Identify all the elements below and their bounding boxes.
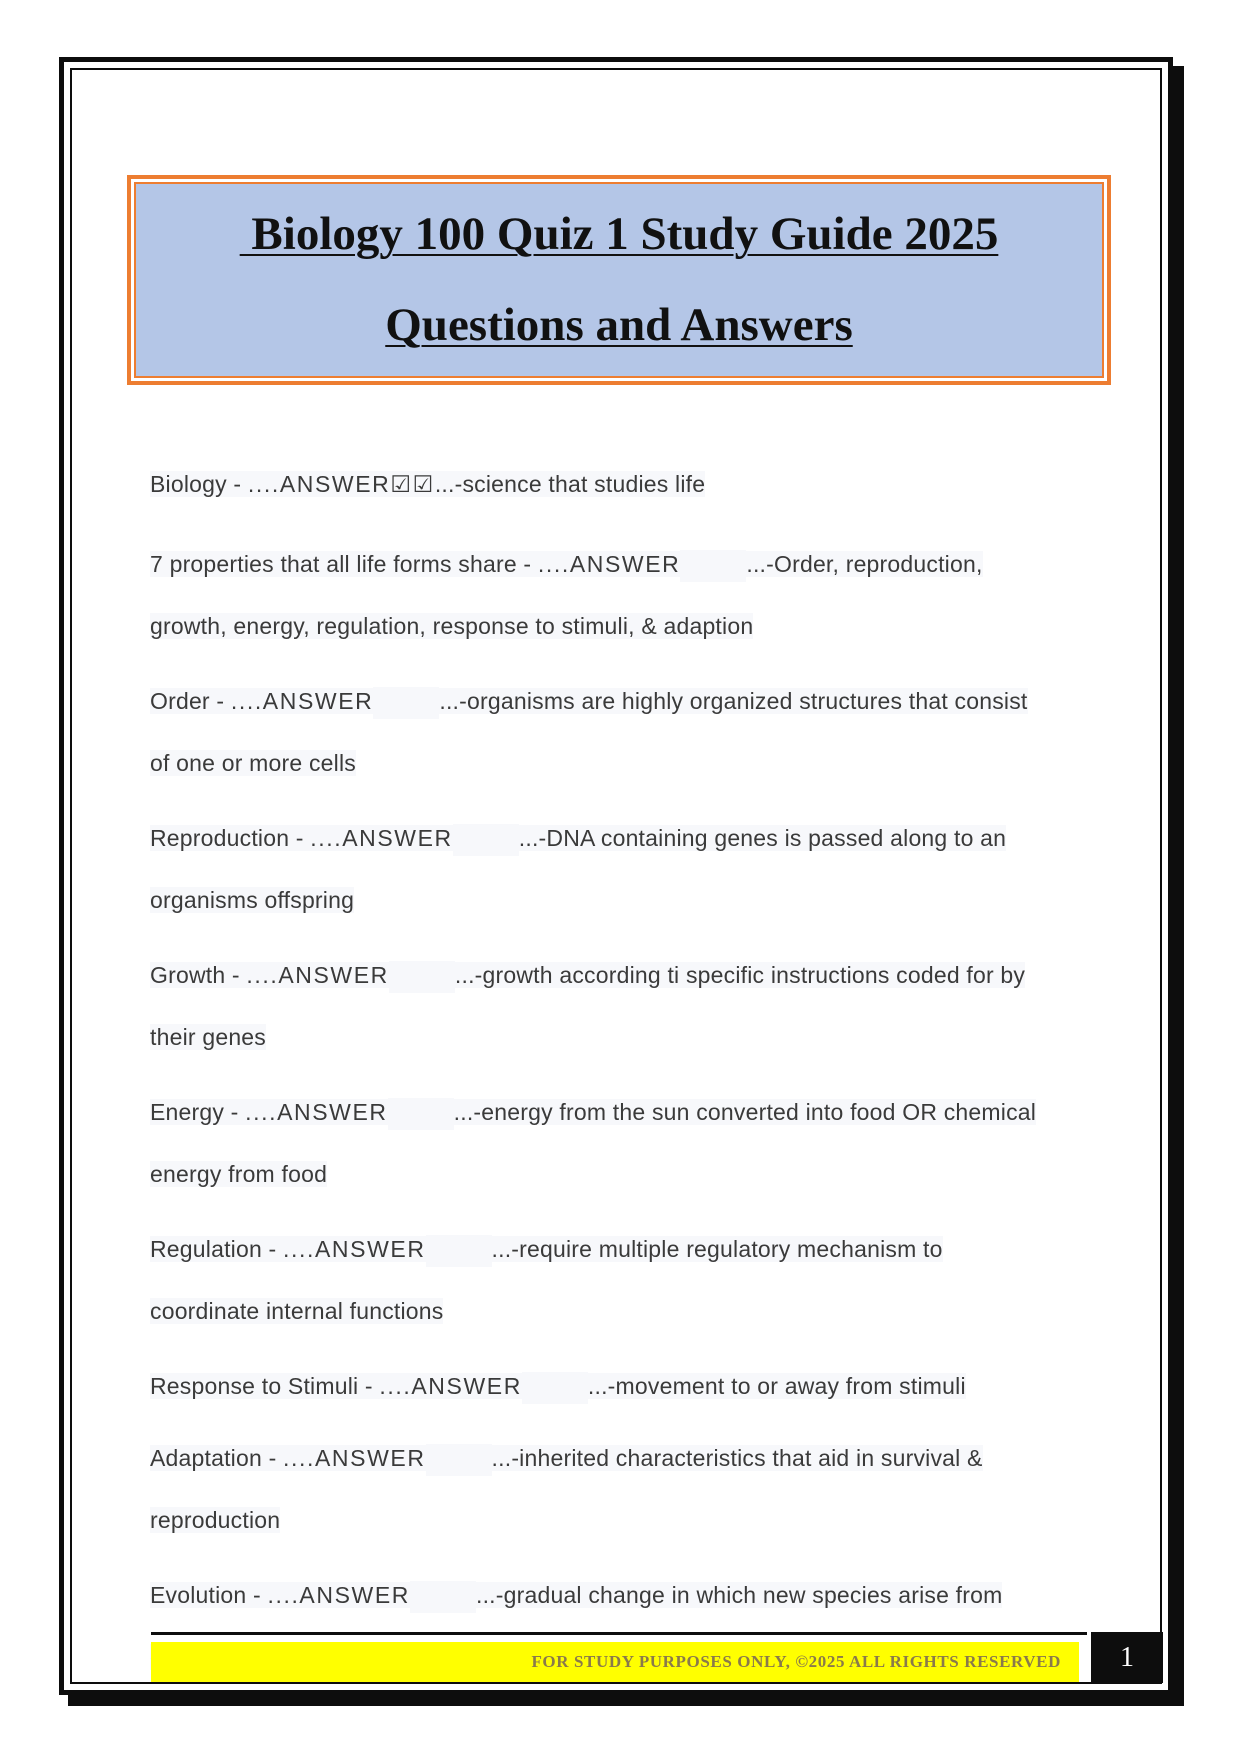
document-title-line-1: Biology 100 Quiz 1 Study Guide 2025 — [239, 208, 999, 260]
qa-line-highlight — [150, 688, 1028, 714]
qa-line-highlight — [150, 1099, 1036, 1125]
answer-marker: ....ANSWER — [537, 551, 681, 577]
qa-continuation: reproduction — [150, 1507, 281, 1533]
qa-line-highlight — [150, 471, 705, 497]
qa-entry-growth — [150, 944, 1080, 1068]
qa-list — [150, 464, 1080, 1701]
qa-continuation-line — [150, 1006, 1080, 1068]
qa-term: 7 properties that all life forms share - — [150, 551, 538, 577]
qa-continuation: coordinate internal functions — [150, 1298, 444, 1324]
qa-definition: ...-energy from the sun converted into food OR chemical — [453, 1099, 1037, 1125]
qa-term: Regulation - — [150, 1236, 284, 1262]
qa-continuation: their genes — [150, 1024, 266, 1050]
qa-question-line — [150, 1564, 1080, 1626]
qa-definition: ...-gradual change in which new species arise from — [475, 1582, 1003, 1608]
page-number: 1 — [1091, 1632, 1163, 1683]
qa-term: Response to Stimuli - — [150, 1373, 380, 1399]
answer-marker: ....ANSWER — [267, 1582, 410, 1608]
answer-marker: ....ANSWER — [310, 825, 453, 851]
qa-line-highlight — [150, 962, 1025, 988]
qa-question-line — [150, 1218, 1080, 1280]
qa-term: Order - — [150, 688, 231, 714]
answer-gap — [426, 1444, 492, 1476]
title-banner-gap — [131, 179, 1107, 381]
title-banner-fill — [134, 182, 1104, 378]
title-banner — [127, 175, 1111, 385]
answer-gap — [410, 1581, 476, 1613]
answer-gap — [680, 550, 746, 582]
qa-entry-properties — [150, 533, 1080, 657]
footer-rule — [151, 1632, 1087, 1635]
answer-gap — [522, 1372, 588, 1404]
qa-definition: ...-inherited characteristics that aid in survival & — [491, 1445, 983, 1471]
answer-marker: ....ANSWER — [283, 1445, 426, 1471]
answer-marker: ....ANSWER — [246, 962, 389, 988]
qa-question-line — [150, 1081, 1080, 1143]
qa-entry-biology — [150, 464, 1080, 504]
qa-entry-response-to-stimuli — [150, 1355, 1080, 1417]
qa-continuation-line — [150, 869, 1080, 931]
qa-term: Evolution - — [150, 1582, 268, 1608]
qa-continuation: organisms offspring — [150, 887, 355, 913]
qa-question-line — [150, 807, 1080, 869]
qa-term: Adaptation - — [150, 1445, 284, 1471]
qa-term: Energy - — [150, 1099, 246, 1125]
qa-question-line — [150, 1355, 1080, 1417]
qa-line-highlight — [150, 1582, 1002, 1608]
qa-continuation-line — [150, 1143, 1080, 1205]
qa-term: Biology - — [150, 471, 248, 497]
answer-marker: ....ANSWER — [283, 1236, 426, 1262]
answer-gap — [426, 1235, 492, 1267]
qa-entry-adaptation — [150, 1427, 1080, 1551]
qa-continuation-line — [150, 1280, 1080, 1342]
qa-entry-order — [150, 670, 1080, 794]
answer-gap — [389, 961, 455, 993]
qa-question-line — [150, 1427, 1080, 1489]
answer-marker: ....ANSWER — [379, 1373, 522, 1399]
qa-entry-regulation — [150, 1218, 1080, 1342]
qa-continuation: growth, energy, regulation, response to stimuli, & adaption — [150, 613, 754, 639]
qa-definition: ...-science that studies life — [434, 471, 706, 497]
qa-entry-energy — [150, 1081, 1080, 1205]
qa-entry-reproduction — [150, 807, 1080, 931]
answer-gap — [373, 687, 439, 719]
qa-definition: ...-movement to or away from stimuli — [587, 1373, 966, 1399]
qa-continuation-line — [150, 595, 1080, 657]
answer-marker: ....ANSWER — [245, 1099, 388, 1125]
qa-question-line — [150, 533, 1080, 595]
answer-gap — [453, 824, 519, 856]
qa-continuation: energy from food — [150, 1161, 328, 1187]
qa-continuation: of one or more cells — [150, 750, 356, 776]
qa-question-line — [150, 670, 1080, 732]
answer-marker: ....ANSWER — [230, 688, 374, 714]
qa-question-line — [150, 464, 1080, 504]
answer-gap — [388, 1098, 454, 1130]
qa-question-line — [150, 944, 1080, 1006]
qa-definition: ...-DNA containing genes is passed along to an — [518, 825, 1007, 851]
qa-definition: ...-organisms are highly organized structures that consist — [439, 688, 1028, 714]
answer-marker: ....ANSWER☑☑ — [247, 471, 435, 497]
qa-continuation-line — [150, 732, 1080, 794]
qa-definition: ...-require multiple regulatory mechanism to — [491, 1236, 943, 1262]
qa-definition: ...-Order, reproduction, — [746, 551, 983, 577]
qa-line-highlight — [150, 825, 1006, 851]
qa-line-highlight — [150, 1373, 966, 1399]
qa-line-highlight — [150, 1445, 983, 1471]
qa-line-highlight — [150, 551, 983, 577]
document-title-line-2: Questions and Answers — [385, 299, 853, 351]
qa-continuation-line — [150, 1489, 1080, 1551]
qa-definition: ...-growth according ti specific instructions coded for by — [454, 962, 1026, 988]
qa-term: Growth - — [150, 962, 247, 988]
qa-line-highlight — [150, 1236, 943, 1262]
qa-term: Reproduction - — [150, 825, 311, 851]
footer-notice: FOR STUDY PURPOSES ONLY, ©2025 ALL RIGHTS RESERVED — [151, 1642, 1079, 1682]
